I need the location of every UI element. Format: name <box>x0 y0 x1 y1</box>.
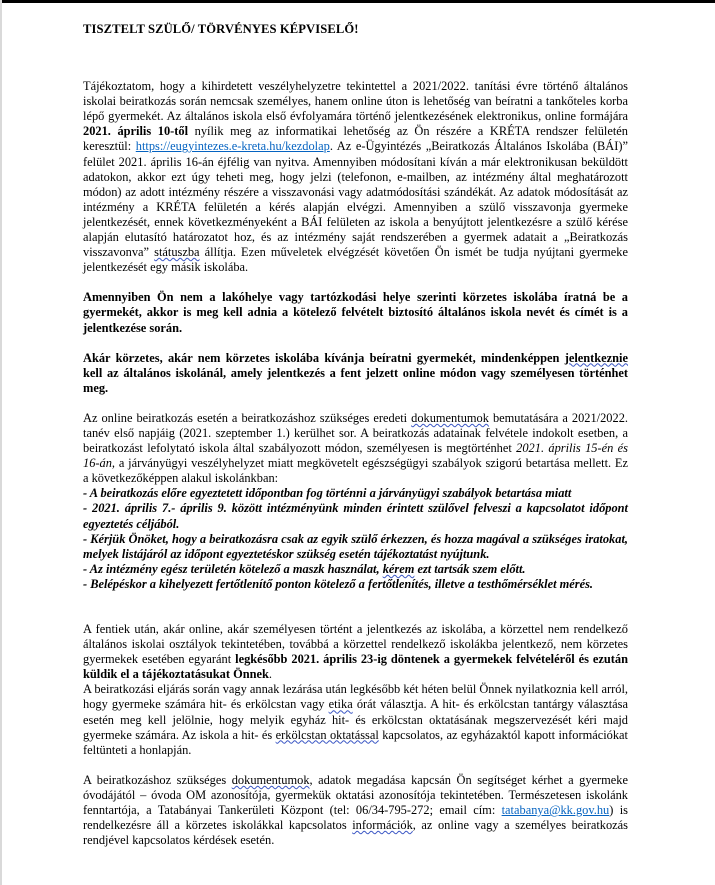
list-item: - Kérjük Önöket, hogy a beiratkozásra csak az egyik szülő érkezzen, és hozza magával a szükséges iratokat, melyek listájáról az időpont egyeztetéskor szükség esetén tájékoztatást nyújtunk. <box>83 531 628 561</box>
left-border <box>0 0 2 885</box>
paragraph-ethics <box>83 682 628 757</box>
document-title: TISZTELT SZÜLŐ/ TÖRVÉNYES KÉPVISELŐ! <box>83 22 359 36</box>
kreta-link[interactable]: https://eugyintezes.e-kreta.hu/kezdolap <box>135 139 330 154</box>
text-run: kapcsolatos, az egyházaktól kapott információkat feltünteti a honlapján. <box>83 727 628 757</box>
text-run: , az online vagy a személyes beiratkozás rendjével kapcsolatos kérdések esetén. <box>83 818 629 848</box>
text-run: ) is rendelkezésre áll a körzetes iskolákkal kapcsolatos <box>83 803 628 833</box>
paragraph-intro <box>83 79 628 275</box>
top-border <box>0 0 715 3</box>
text-run: ezt tartsák szem előtt. <box>414 561 526 576</box>
text-run: - Az intézmény egész területén kötelező a maszk használat, <box>83 561 383 576</box>
paragraph-enrollment <box>83 351 628 396</box>
spellcheck-word: dokumentumok <box>411 410 489 425</box>
document-page <box>83 22 628 848</box>
spellcheck-word: etika <box>328 697 353 712</box>
text-run: nyílik meg az informatikai lehetőség az Ön részére a KRÉTA rendszer felületén keresztül: <box>83 124 628 154</box>
date-highlight: 2021. április 10-től <box>83 124 189 139</box>
spellcheck-word: dokumentumok <box>231 772 310 787</box>
deadline-highlight: legkésőbb 2021. április 23-ig döntenek a gyermekek felvételéről és ezután küldik el a tájékoztatásukat Önnek <box>83 652 628 682</box>
list-item <box>83 562 628 577</box>
text-run: bemutatására a 2021/2022. tanév első napjáig (2021. szeptember 1.) kerülhet sor. A beiratkozás adatainak felvétele indokolt esetben, a beiratkozást lefolytató iskola által szabályozott módon, személyesen is megtörténhet <box>83 410 628 456</box>
spellcheck-word: jelentkeznie <box>564 350 628 365</box>
text-run: állítja. Ezen műveletek elvégzését követően Ön ismét be tudja nyújtani gyermeke jelentkezését egy másik iskolába. <box>83 245 628 275</box>
text-run: A beiratkozáshoz szükséges <box>83 772 232 787</box>
text-run: órát választja. A hit- és erkölcstan tantárgy választása esetén meg kell jelölnie, hogy melyik egyház hit- és erkölcstan oktatásának megszervezését kéri majd gyermeke számára. Az iskola a hit- és <box>83 697 629 742</box>
paragraph-documents <box>83 411 628 486</box>
text-run: kell az általános iskolánál, amely jelentkezés a fent jelzett online módon vagy személyesen történhet meg. <box>83 365 628 395</box>
text-run: Akár körzetes, akár nem körzetes iskolába kívánja beíratni gyermekét, mindenképpen <box>83 350 565 365</box>
spellcheck-word: erkölcstan oktatással <box>275 727 379 742</box>
paragraph-district: Amennyiben Ön nem a lakóhelye vagy tartózkodási helye szerinti körzetes iskolába íratná be a gyermekét, akkor is meg kell adnia a kötelező felvételt biztosító általános iskola nevét és címét is a jelentkezése során. <box>83 290 628 335</box>
text-run: A fentiek után, akár online, akár személyesen történt a jelentkezés az iskolába, a körzettel nem rendelkező általános iskolai osztályok tekintetében, továbbá a körzettel rendelkező iskolákba jelentkező, nem körzetes gyermekek esetében egyaránt <box>83 622 628 667</box>
spellcheck-word: információk <box>352 818 413 833</box>
text-run: Tájékoztatom, hogy a kihirdetett veszélyhelyzetre tekintettel a 2021/2022. tanítási évre történő általános iskolai beiratkozás során nemcsak személyes, hanem online úton is lehetőség van beíratni a tankőteles korba lépő gyermekét. Az általános iskola első évfolyamára történő jelentkezésének elektronikus, online formájára <box>83 79 628 124</box>
paragraph-decision <box>83 622 628 682</box>
date-italic: 2021. április 15-én és 16-án, <box>83 441 628 471</box>
spellcheck-word: kérem <box>382 561 415 576</box>
spellcheck-word: státuszba <box>154 245 200 260</box>
list-item: - Belépéskor a kihelyezett fertőtlenítő ponton kötelező a fertőtlenítés, illetve a testhőmérséklet mérés. <box>83 576 594 591</box>
text-run: . Az e-Ügyintézés „Beiratkozás Általános Iskolába (BÁI)” felület 2021. április 16-án éjfélig van nyitva. Amennyiben módosítani kíván a már elektronikusan beküldött adatokon, akkor ezt úgy teheti meg, hogy jelzi (telefonon, e-mailben, az intézmény által meghatározott módon) az adott intézmény részére a visszavonási vagy adatmódosítási szándékát. Az adatok módosítását az intézmény a KRÉTA felületén a kérés alapján elvégzi. Amennyiben a szülő visszavonja gyermeke jelentkezését, ennek következményeként a BÁI felületen az iskola a benyújtott jelentkezésre a szülő kérése alapján elutasító határozatot hoz, és az intézmény saját rendszerében a gyermek adatait a „Beiratkozás visszavonva” <box>83 139 629 260</box>
list-item: - 2021. április 7.- április 9. között intézményünk minden érintett szülővel felveszi a kapcsolatot időpont egyeztetés céljából. <box>83 501 628 531</box>
text-run: A beiratkozási eljárás során vagy annak lezárása után legkésőbb két héten belül Önnek nyilatkoznia kell arról, hogy gyermeke számára hit- és erkölcstan vagy <box>83 682 628 712</box>
paragraph-help <box>83 773 628 848</box>
text-run: . <box>268 667 272 682</box>
list-item: - A beiratkozás előre egyeztetett időpontban fog történni a járványügyi szabályok betartása miatt <box>83 486 572 501</box>
text-run: , adatok megadása kapcsán Ön segítséget kérhet a gyermeke óvodájától – óvoda OM azonosítója, gyermekük oktatási azonosítója tekintetében. Természetesen iskolánk fenntartója, a Tatabányai Tankerületi Központ (tel: 06/34-795-272; email cím: <box>83 772 628 818</box>
email-link[interactable]: tatabanya@kk.gov.hu <box>501 803 610 818</box>
text-run: Az online beiratkozás esetén a beiratkozáshoz szükséges eredeti <box>83 410 412 425</box>
text-run: a járványügyi veszélyhelyzet miatt megkövetelt egészségügyi szabályok szigorú betartása mellett. Ez a következőképpen alakul iskolánkban: <box>83 456 628 486</box>
